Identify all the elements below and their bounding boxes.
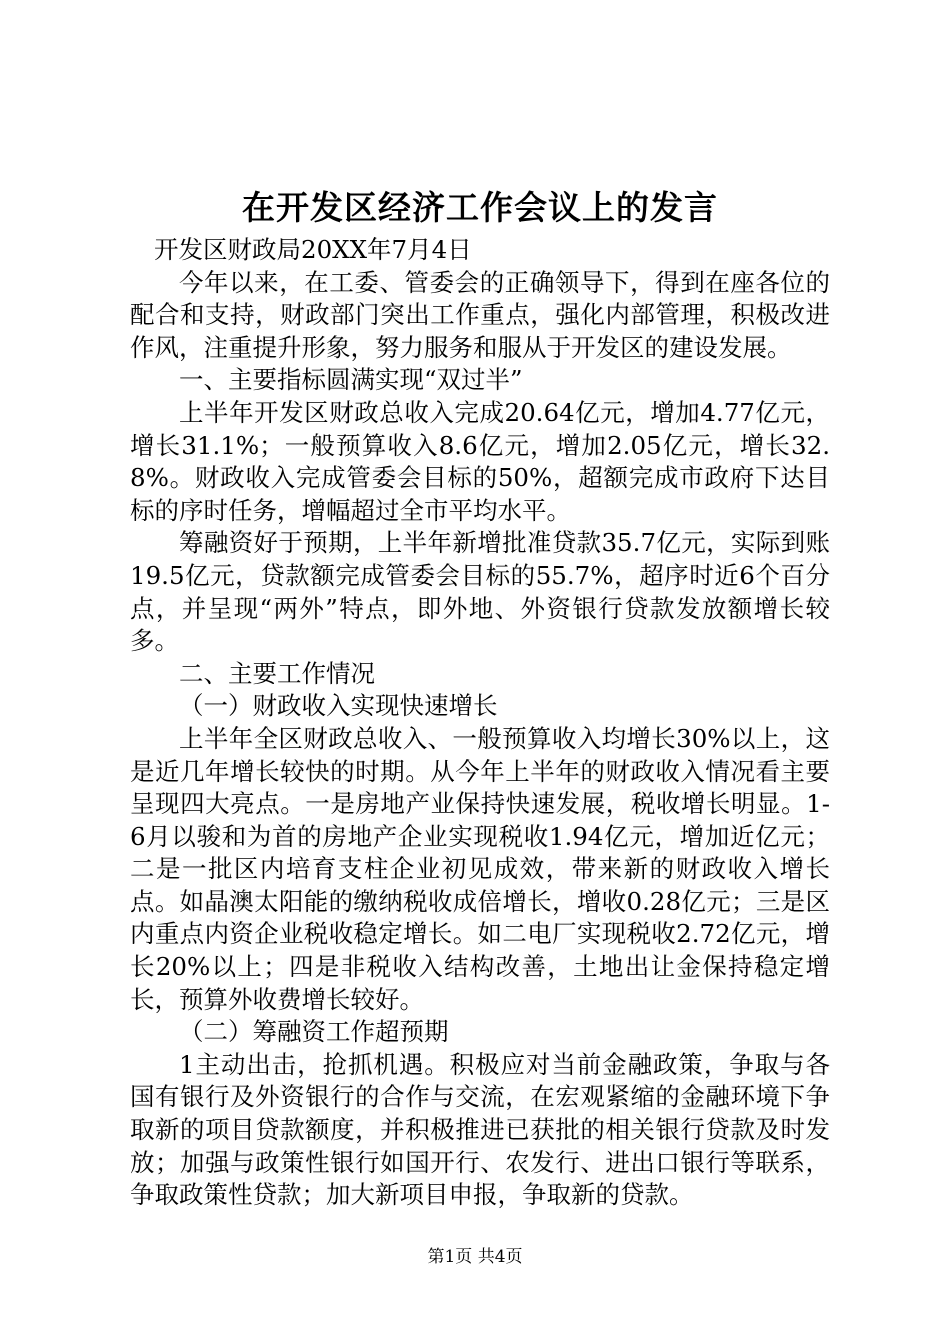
paragraph-financing-work: 1主动出击，抢抓机遇。积极应对当前金融政策，争取与各国有银行及外资银行的合作与交流，在宏观紧缩的金融环境下争取新的项目贷款额度，并积极推进已获批的相关银行贷款及时发放；加强与政策性银行如国开行、农发行、进出口银行等联系，争取政策性贷款；加大新项目申报，争取新的贷款。 [130,1049,830,1210]
section-heading-2: 二、主要工作情况 [179,658,375,688]
document-title: 在开发区经济工作会议上的发言 [242,188,718,227]
page-footer: 第1页 共4页 [427,1247,523,1267]
subsection-heading-2: （二）筹融资工作超预期 [179,1017,449,1047]
document-page [130,186,830,1212]
byline: 开发区财政局20XX年7月4日 [154,235,472,264]
subsection-heading-1: （一）财政收入实现快速增长 [179,691,498,721]
paragraph-financing: 筹融资好于预期，上半年新增批准贷款35.7亿元，实际到账19.5亿元，贷款额完成管委会目标的55.7%，超序时近6个百分点，并呈现“两外”特点，即外地、外资银行贷款发放额增长较多。 [130,528,830,656]
section-heading-1: 一、主要指标圆满实现“双过半” [179,365,523,395]
paragraph-intro: 今年以来，在工委、管委会的正确领导下，得到在座各位的配合和支持，财政部门突出工作重点，强化内部管理，积极改进作风，注重提升形象，努力服务和服从于开发区的建设发展。 [130,267,830,362]
paragraph-revenue-growth: 上半年全区财政总收入、一般预算收入均增长30%以上，这是近几年增长较快的时期。从今年上半年的财政收入情况看主要呈现四大亮点。一是房地产业保持快速发展，税收增长明显。1-6月以骏和为首的房地产企业实现税收1.94亿元，增加近亿元；二是一批区内培育支柱企业初见成效，带来新的财政收入增长点。如晶澳太阳能的缴纳税收成倍增长，增收0.28亿元；三是区内重点内资企业税收稳定增长。如二电厂实现税收2.72亿元，增长20%以上；四是非税收入结构改善，土地出让金保持稳定增长，预算外收费增长较好。 [130,723,830,1014]
paragraph-revenue: 上半年开发区财政总收入完成20.64亿元，增加4.77亿元，增长31.1%；一般预算收入8.6亿元，增加2.05亿元，增长32.8%。财政收入完成管委会目标的50%，超额完成市政府下达目标的序时任务，增幅超过全市平均水平。 [130,397,830,525]
